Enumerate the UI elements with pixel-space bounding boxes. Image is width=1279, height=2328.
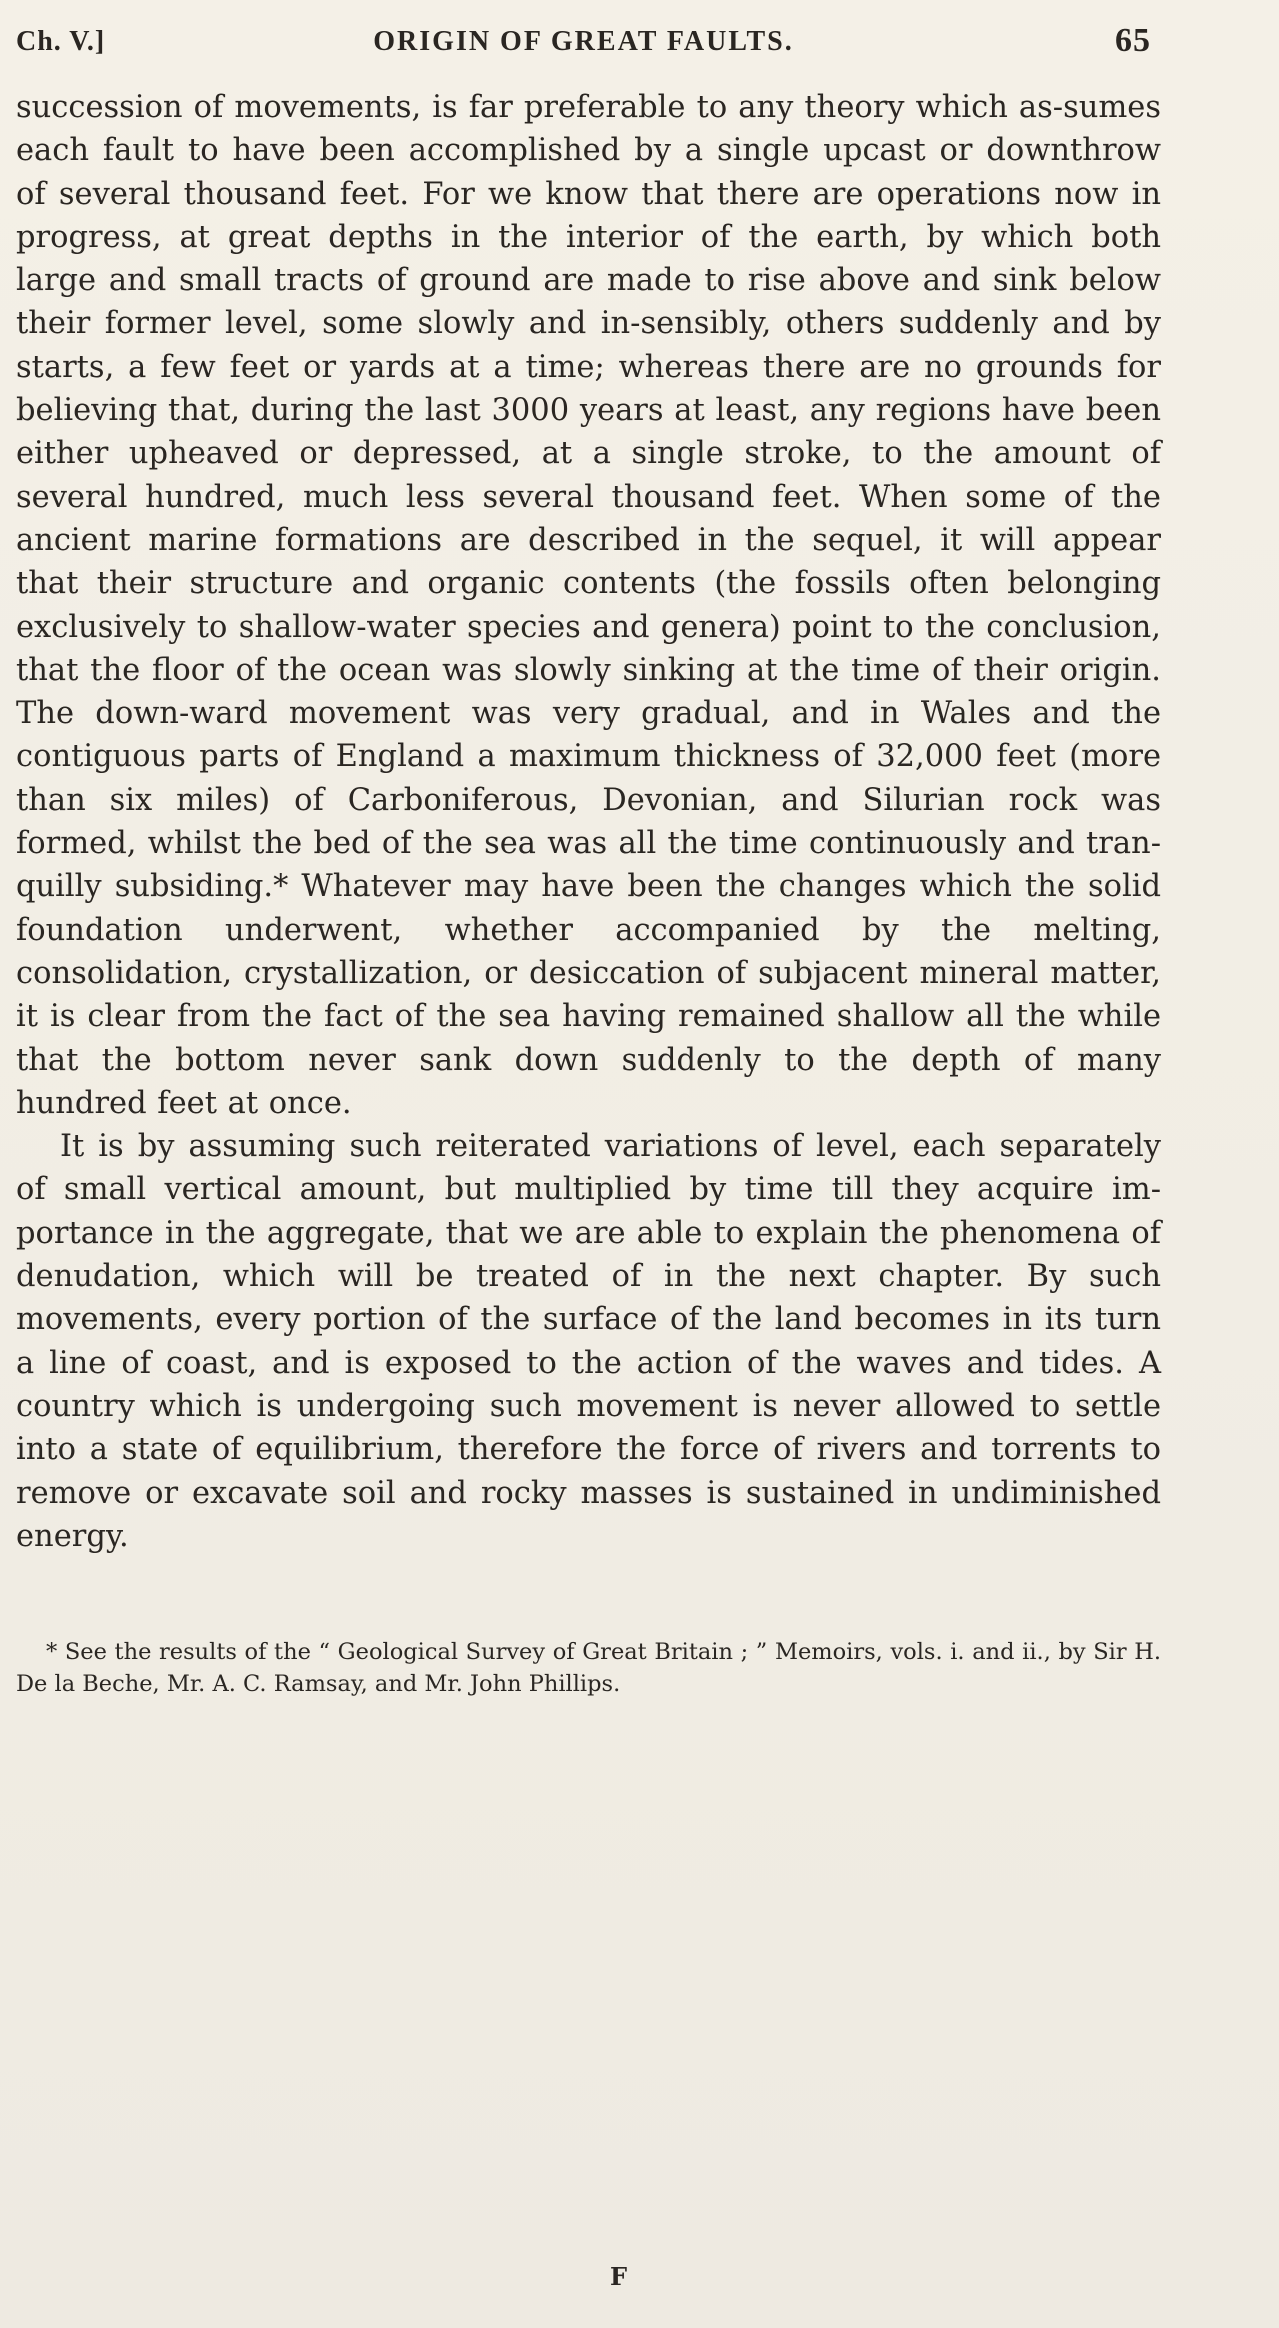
paragraph-1: succession of movements, is far preferable to any theory which as-sumes each fault to have been accomplished by a single upcast or downthrow of several thousand feet. For we know that there are operations now in progress, at great depths in the interior of the earth, by which both large and small tracts of ground are made to rise above and sink below their former level, some slowly and in-sensibly, others suddenly and by starts, a few feet or yards at a time; whereas there are no grounds for believing that, during the last 3000 years at least, any regions have been either upheaved or depressed, at a single stroke, to the amount of several hundred, much less several thousand feet. When some of the ancient marine formations are described in the sequel, it will appear that their structure and organic contents (the fossils often belonging exclusively to shallow-water species and genera) point to the conclusion, that the floor of the ocean was slowly sinking at the time of their origin. The down-ward movement was very gradual, and in Wales and the contiguous parts of England a maximum thickness of 32,000 feet (more than six miles) of Carboniferous, Devonian, and Silurian rock was formed, whilst the bed of the sea was all the time continuously and tran-quilly subsiding.* Whatever may have been the changes which the solid foundation underwent, whether accompanied by the melting, consolidation, crystallization, or desiccation of subjacent mineral matter, it is clear from the fact of the sea having remained shallow all the while that the bottom never sank down suddenly to the depth of many hundred feet at once. bbox=[16, 90, 1161, 1121]
page-title: ORIGIN OF GREAT FAULTS. bbox=[373, 26, 794, 57]
signature-mark: F bbox=[610, 2262, 628, 2291]
body-text bbox=[16, 86, 1161, 1558]
chapter-label: Ch. V.] bbox=[16, 26, 106, 57]
footnote bbox=[16, 1636, 1161, 1700]
running-header bbox=[16, 22, 1151, 66]
paragraph-2: It is by assuming such reiterated variations of level, each separately of small vertical amount, but multiplied by time till they acquire im-portance in the aggregate, that we are able to explain the phenomena of denudation, which will be treated of in the next chapter. By such movements, every portion of the surface of the land becomes in its turn a line of coast, and is exposed to the action of the waves and tides. A country which is undergoing such movement is never allowed to settle into a state of equilibrium, therefore the force of rivers and torrents to remove or excavate soil and rocky masses is sustained in undiminished energy. bbox=[16, 1129, 1161, 1554]
page-number: 65 bbox=[1115, 22, 1151, 59]
footnote-text: * See the results of the “ Geological Survey of Great Britain ; ” Memoirs, vols. i. and ii., by Sir H. De la Beche, Mr. A. C. Ramsay, and Mr. John Phillips. bbox=[16, 1639, 1161, 1697]
